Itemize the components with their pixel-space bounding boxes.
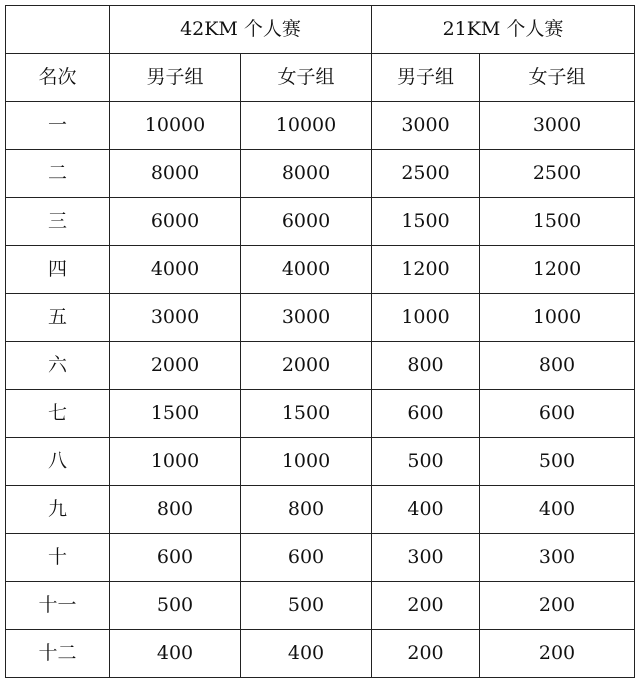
female-21km-cell: 300	[480, 534, 635, 582]
male-21km-cell: 300	[372, 534, 480, 582]
male-42km-cell: 3000	[110, 294, 241, 342]
male-21km-cell: 200	[372, 582, 480, 630]
female-21km-cell: 1200	[480, 246, 635, 294]
male-42km-header: 男子组	[110, 54, 241, 102]
table-row	[6, 438, 635, 486]
female-21km-header: 女子组	[480, 54, 635, 102]
female-42km-cell: 1000	[241, 438, 372, 486]
female-21km-cell: 1500	[480, 198, 635, 246]
female-42km-cell: 4000	[241, 246, 372, 294]
female-21km-cell: 200	[480, 582, 635, 630]
table-row	[6, 246, 635, 294]
male-21km-cell: 800	[372, 342, 480, 390]
table-row	[6, 150, 635, 198]
female-21km-cell: 800	[480, 342, 635, 390]
rank-cell: 三	[6, 198, 110, 246]
sub-header-row	[6, 54, 635, 102]
prize-table	[5, 5, 635, 678]
rank-cell: 九	[6, 486, 110, 534]
rank-cell: 五	[6, 294, 110, 342]
female-42km-cell: 1500	[241, 390, 372, 438]
rank-cell: 四	[6, 246, 110, 294]
female-42km-cell: 500	[241, 582, 372, 630]
female-42km-header: 女子组	[241, 54, 372, 102]
male-42km-cell: 500	[110, 582, 241, 630]
male-42km-cell: 600	[110, 534, 241, 582]
female-21km-cell: 400	[480, 486, 635, 534]
male-42km-cell: 1500	[110, 390, 241, 438]
table-body	[6, 6, 635, 678]
female-21km-cell: 2500	[480, 150, 635, 198]
rank-cell: 七	[6, 390, 110, 438]
rank-cell: 六	[6, 342, 110, 390]
male-42km-cell: 1000	[110, 438, 241, 486]
table-row	[6, 486, 635, 534]
female-42km-cell: 400	[241, 630, 372, 678]
female-21km-cell: 500	[480, 438, 635, 486]
female-42km-cell: 6000	[241, 198, 372, 246]
female-42km-cell: 600	[241, 534, 372, 582]
male-42km-cell: 8000	[110, 150, 241, 198]
male-21km-cell: 1200	[372, 246, 480, 294]
table-row	[6, 102, 635, 150]
rank-cell: 八	[6, 438, 110, 486]
group-header-42km: 42KM 个人赛	[110, 6, 372, 54]
female-21km-cell: 1000	[480, 294, 635, 342]
table-row	[6, 390, 635, 438]
table-row	[6, 198, 635, 246]
table-row	[6, 630, 635, 678]
male-21km-cell: 500	[372, 438, 480, 486]
male-21km-cell: 3000	[372, 102, 480, 150]
table-row	[6, 582, 635, 630]
male-21km-cell: 600	[372, 390, 480, 438]
male-42km-cell: 400	[110, 630, 241, 678]
male-21km-cell: 1000	[372, 294, 480, 342]
table-row	[6, 342, 635, 390]
rank-cell: 十二	[6, 630, 110, 678]
female-21km-cell: 200	[480, 630, 635, 678]
female-42km-cell: 2000	[241, 342, 372, 390]
male-42km-cell: 2000	[110, 342, 241, 390]
table-row	[6, 294, 635, 342]
female-42km-cell: 3000	[241, 294, 372, 342]
male-21km-cell: 1500	[372, 198, 480, 246]
male-42km-cell: 6000	[110, 198, 241, 246]
table-row	[6, 534, 635, 582]
rank-cell: 十	[6, 534, 110, 582]
rank-header: 名次	[6, 54, 110, 102]
female-42km-cell: 10000	[241, 102, 372, 150]
group-header-row	[6, 6, 635, 54]
male-42km-cell: 4000	[110, 246, 241, 294]
group-header-21km: 21KM 个人赛	[372, 6, 635, 54]
corner-cell	[6, 6, 110, 54]
female-21km-cell: 600	[480, 390, 635, 438]
male-21km-cell: 200	[372, 630, 480, 678]
female-42km-cell: 8000	[241, 150, 372, 198]
rank-cell: 二	[6, 150, 110, 198]
male-21km-cell: 2500	[372, 150, 480, 198]
rank-cell: 一	[6, 102, 110, 150]
female-42km-cell: 800	[241, 486, 372, 534]
male-42km-cell: 800	[110, 486, 241, 534]
male-21km-header: 男子组	[372, 54, 480, 102]
male-42km-cell: 10000	[110, 102, 241, 150]
female-21km-cell: 3000	[480, 102, 635, 150]
male-21km-cell: 400	[372, 486, 480, 534]
rank-cell: 十一	[6, 582, 110, 630]
